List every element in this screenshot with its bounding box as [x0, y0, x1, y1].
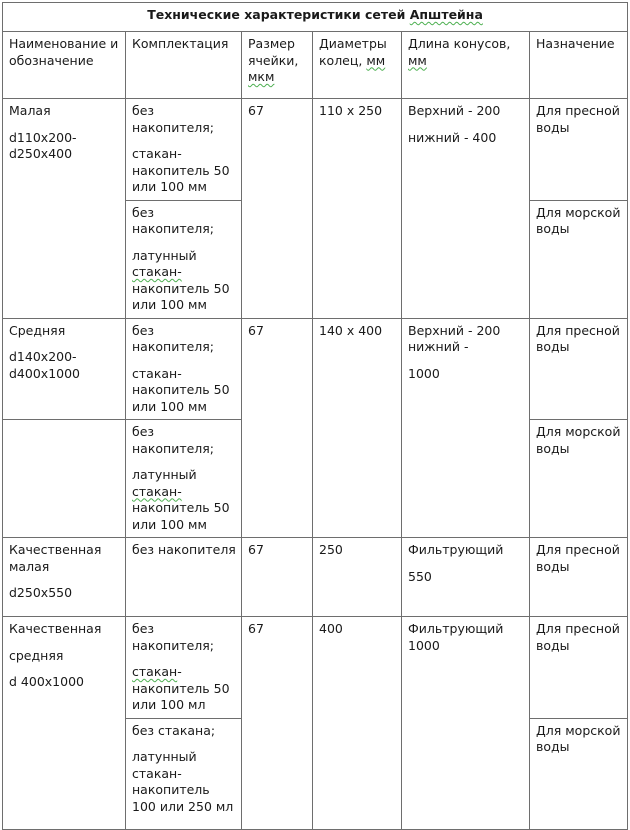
cell-kit: без накопителя; латунный стакан-накопитель 50 или 100 мм [126, 420, 242, 538]
table-row [3, 617, 628, 719]
cell-kit: без стакана; латунный стакан-накопитель 100 или 250 мл [126, 718, 242, 829]
table-title: Технические характеристики сетей Апштейна [3, 3, 628, 32]
header-row [3, 32, 628, 99]
header-purpose: Назначение [530, 32, 628, 99]
header-name: Наименование и обозначение [3, 32, 126, 99]
cell-diameter: 110 x 250 [313, 99, 402, 319]
header-cone: Длина конусов, мм [402, 32, 530, 99]
cell-kit: без накопителя; стакан-накопитель 50 или 100 мм [126, 99, 242, 201]
cell-cone: Фильтрующий 550 [402, 538, 530, 617]
cell-kit: без накопителя; латунный стакан-накопитель 50 или 100 мм [126, 200, 242, 318]
cell-purpose: Для пресной воды [530, 617, 628, 719]
cell-mesh: 67 [242, 99, 313, 319]
cell-diameter: 400 [313, 617, 402, 830]
header-diameter: Диаметры колец, мм [313, 32, 402, 99]
cell-kit: без накопителя [126, 538, 242, 617]
cell-purpose: Для морской воды [530, 718, 628, 829]
table-row [3, 99, 628, 201]
cell-mesh: 67 [242, 538, 313, 617]
cell-cone: Верхний - 200 нижний - 1000 [402, 318, 530, 538]
cell-diameter: 250 [313, 538, 402, 617]
cell-name-empty [3, 420, 126, 538]
cell-name: Качественная средняя d 400x1000 [3, 617, 126, 830]
cell-kit: без накопителя; стакан-накопитель 50 или 100 мл [126, 617, 242, 719]
header-kit: Комплектация [126, 32, 242, 99]
cell-mesh: 67 [242, 318, 313, 538]
cell-cone: Фильтрующий 1000 [402, 617, 530, 830]
cell-purpose: Для пресной воды [530, 318, 628, 420]
table-row [3, 318, 628, 420]
header-mesh: Размер ячейки, мкм [242, 32, 313, 99]
cell-purpose: Для морской воды [530, 200, 628, 318]
cell-kit: без накопителя; стакан-накопитель 50 или 100 мм [126, 318, 242, 420]
cell-name: Качественная малая d250x550 [3, 538, 126, 617]
table-row [3, 538, 628, 617]
cell-purpose: Для морской воды [530, 420, 628, 538]
cell-cone: Верхний - 200 нижний - 400 [402, 99, 530, 319]
cell-name: Малая d110x200-d250x400 [3, 99, 126, 319]
cell-purpose: Для пресной воды [530, 538, 628, 617]
cell-name: Средняя d140x200-d400x1000 [3, 318, 126, 420]
title-row [3, 3, 628, 32]
specs-table [2, 2, 628, 830]
cell-purpose: Для пресной воды [530, 99, 628, 201]
cell-mesh: 67 [242, 617, 313, 830]
cell-diameter: 140 x 400 [313, 318, 402, 538]
